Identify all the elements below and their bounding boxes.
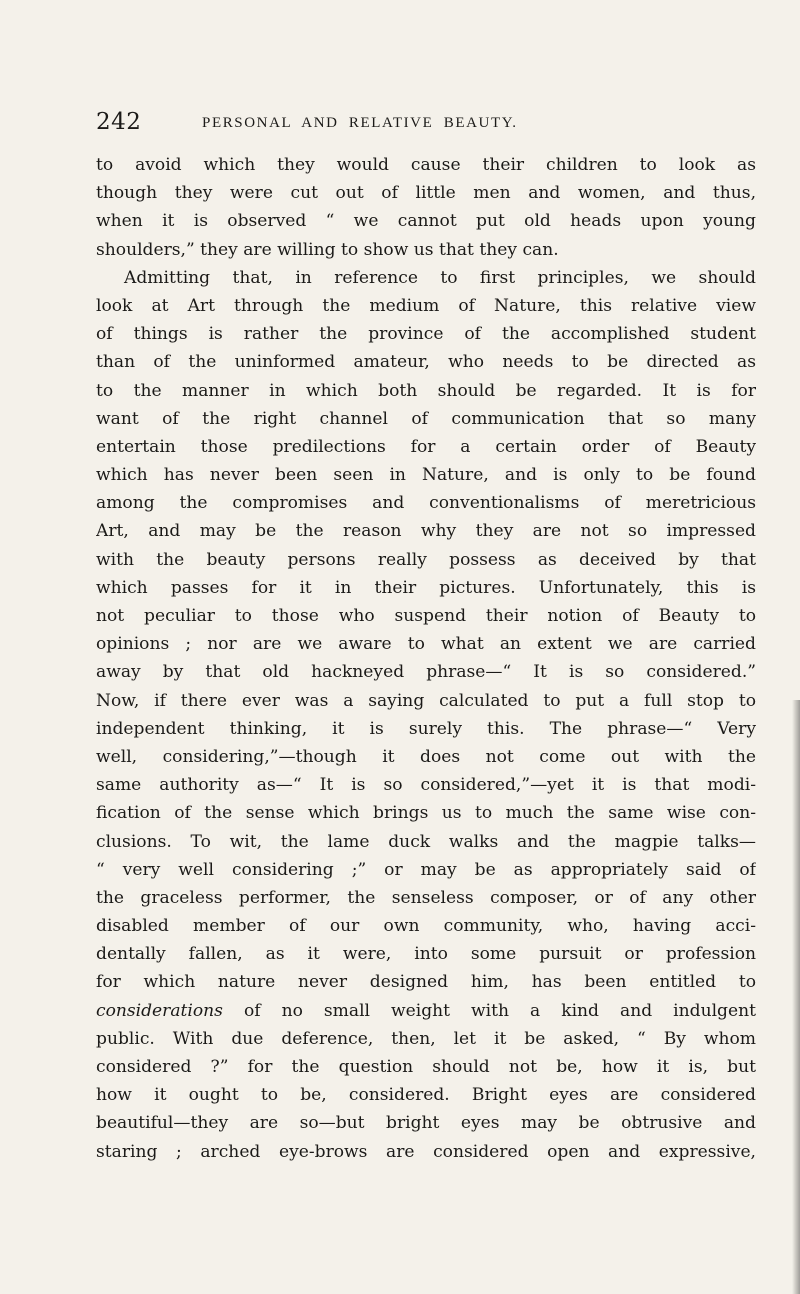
text-line: public. With due deference, then, let it be asked, “ By whom <box>96 1028 756 1049</box>
text-line: “ very well considering ;” or may be as appropriately said of <box>96 859 756 880</box>
text-line: clusions. To wit, the lame duck walks and the magpie talks— <box>96 831 756 852</box>
text-line: Art, and may be the reason why they are not so impressed <box>96 521 756 542</box>
text-line: when it is observed “ we cannot put old heads upon young <box>96 211 756 232</box>
text-line: beautiful—they are so—but bright eyes may be obtrusive and <box>96 1113 756 1134</box>
text-line: the graceless performer, the senseless composer, or of any other <box>96 887 756 908</box>
text-line: fication of the sense which brings us to much the same wise con- <box>96 803 756 824</box>
text-line: dentally fallen, as it were, into some pursuit or profession <box>96 944 756 965</box>
text-line: same authority as—“ It is so considered,”—yet it is that modi- <box>96 775 756 796</box>
text-line: to avoid which they would cause their children to look as <box>96 155 756 175</box>
text-line: want of the right channel of communication that so many <box>96 408 756 429</box>
text-line: than of the uninformed amateur, who needs to be directed as <box>96 352 756 373</box>
page-number: 242 <box>96 109 142 135</box>
text-line-with-italic <box>96 997 756 1025</box>
text-line: though they were cut out of little men and women, and thus, <box>96 183 756 204</box>
text-line: among the compromises and conventionalisms of meretricious <box>96 493 756 514</box>
text-line: to the manner in which both should be regarded. It is for <box>96 380 756 401</box>
page-header <box>96 109 756 139</box>
text-line: Admitting that, in reference to first principles, we should <box>124 267 756 288</box>
text-line: which passes for it in their pictures. Unfortunately, this is <box>96 577 756 598</box>
text-line: look at Art through the medium of Nature, this relative view <box>96 295 756 316</box>
text-line: which has never been seen in Nature, and is only to be found <box>96 465 756 486</box>
text-line: shoulders,” they are willing to show us that they can. <box>96 239 559 260</box>
text-line: not peculiar to those who suspend their notion of Beauty to <box>96 606 756 626</box>
text-line: opinions ; nor are we aware to what an extent we are carried <box>96 634 756 655</box>
text-line: with the beauty persons really possess as deceived by that <box>96 549 756 570</box>
running-head: PERSONAL AND RELATIVE BEAUTY. <box>202 115 518 131</box>
text-line: entertain those predilections for a certain order of Beauty <box>96 436 756 457</box>
text-line: how it ought to be, considered. Bright eyes are considered <box>96 1085 756 1106</box>
italic-word: considerations <box>96 1000 223 1021</box>
body-text <box>96 151 756 1166</box>
page-edge-shadow <box>792 700 800 1294</box>
text-line: disabled member of our own community, who, having acci- <box>96 916 756 937</box>
text-line: independent thinking, it is surely this. The phrase—“ Very <box>96 718 756 739</box>
text-line: Now, if there ever was a saying calculated to put a full stop to <box>96 690 756 711</box>
text-line: well, considering,”—though it does not come out with the <box>96 746 756 767</box>
text-line: for which nature never designed him, has been entitled to <box>96 972 756 993</box>
text-line: of things is rather the province of the accomplished student <box>96 324 756 345</box>
text-line-rest: of no small weight with a kind and indulgent <box>222 1000 756 1021</box>
text-line: away by that old hackneyed phrase—“ It is so considered.” <box>96 662 756 683</box>
text-line: staring ; arched eye-brows are considered open and expressive, <box>96 1141 756 1162</box>
text-line: considered ?” for the question should not be, how it is, but <box>96 1057 756 1077</box>
